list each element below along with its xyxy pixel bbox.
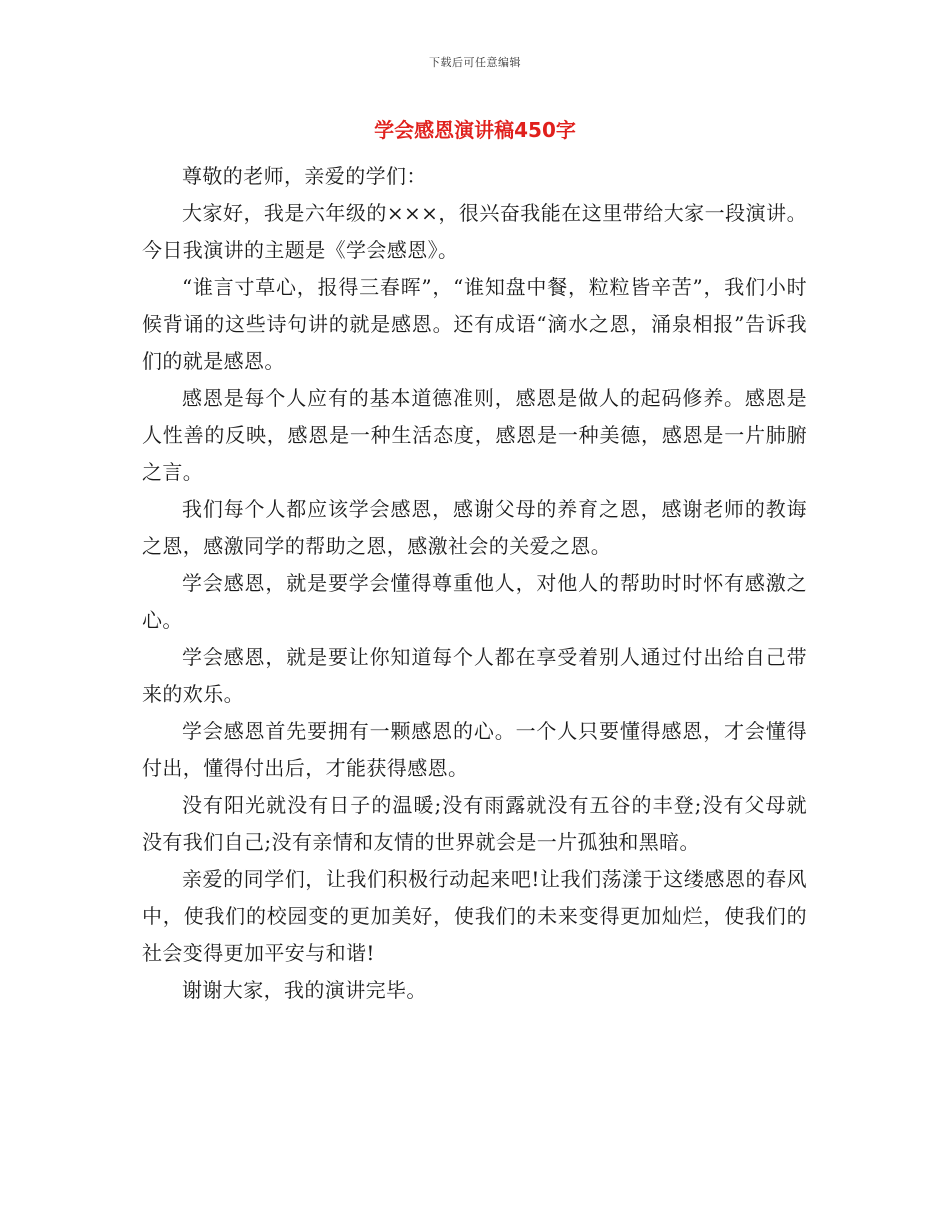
paragraph-greeting: 尊敬的老师，亲爱的学们： <box>182 164 427 188</box>
paragraph-grateful-heart: 学会感恩首先要拥有一颗感恩的心。一个人只要懂得感恩，才会懂得付出，懂得付出后，才能获得感恩。 <box>142 719 807 780</box>
paragraph-definition: 感恩是每个人应有的基本道德准则，感恩是做人的起码修养。感恩是人性善的反映，感恩是一种生活态度，感恩是一种美德，感恩是一片肺腑之言。 <box>142 386 807 484</box>
paragraph-closing: 谢谢大家，我的演讲完毕。 <box>182 978 427 1002</box>
document-title: 学会感恩演讲稿450字 <box>374 118 576 142</box>
paragraph-metaphors: 没有阳光就没有日子的温暖;没有雨露就没有五谷的丰登;没有父母就没有我们自己;没有亲情和友情的世界就会是一片孤独和黑暗。 <box>142 793 807 854</box>
paragraph-introduction: 大家好，我是六年级的×××，很兴奋我能在这里带给大家一段演讲。今日我演讲的主题是《学会感恩》。 <box>142 201 807 262</box>
paragraph-gratitude-list: 我们每个人都应该学会感恩，感谢父母的养育之恩，感谢老师的教诲之恩，感激同学的帮助之恩，感激社会的关爱之恩。 <box>142 497 807 558</box>
paragraph-call-to-action: 亲爱的同学们，让我们积极行动起来吧!让我们荡漾于这缕感恩的春风中，使我们的校园变的更加美好，使我们的未来变得更加灿烂，使我们的社会变得更加平安与和谐! <box>142 867 807 965</box>
header-note: 下载后可任意编辑 <box>429 56 521 69</box>
paragraph-respect: 学会感恩，就是要学会懂得尊重他人，对他人的帮助时时怀有感激之心。 <box>142 571 807 632</box>
paragraph-joy: 学会感恩，就是要让你知道每个人都在享受着别人通过付出给自己带来的欢乐。 <box>142 645 807 706</box>
document-body <box>142 158 807 1009</box>
paragraph-poems: “谁言寸草心，报得三春晖”，“谁知盘中餐，粒粒皆辛苦”，我们小时候背诵的这些诗句讲的就是感恩。还有成语“滴水之恩，涌泉相报”告诉我们的就是感恩。 <box>142 275 807 373</box>
